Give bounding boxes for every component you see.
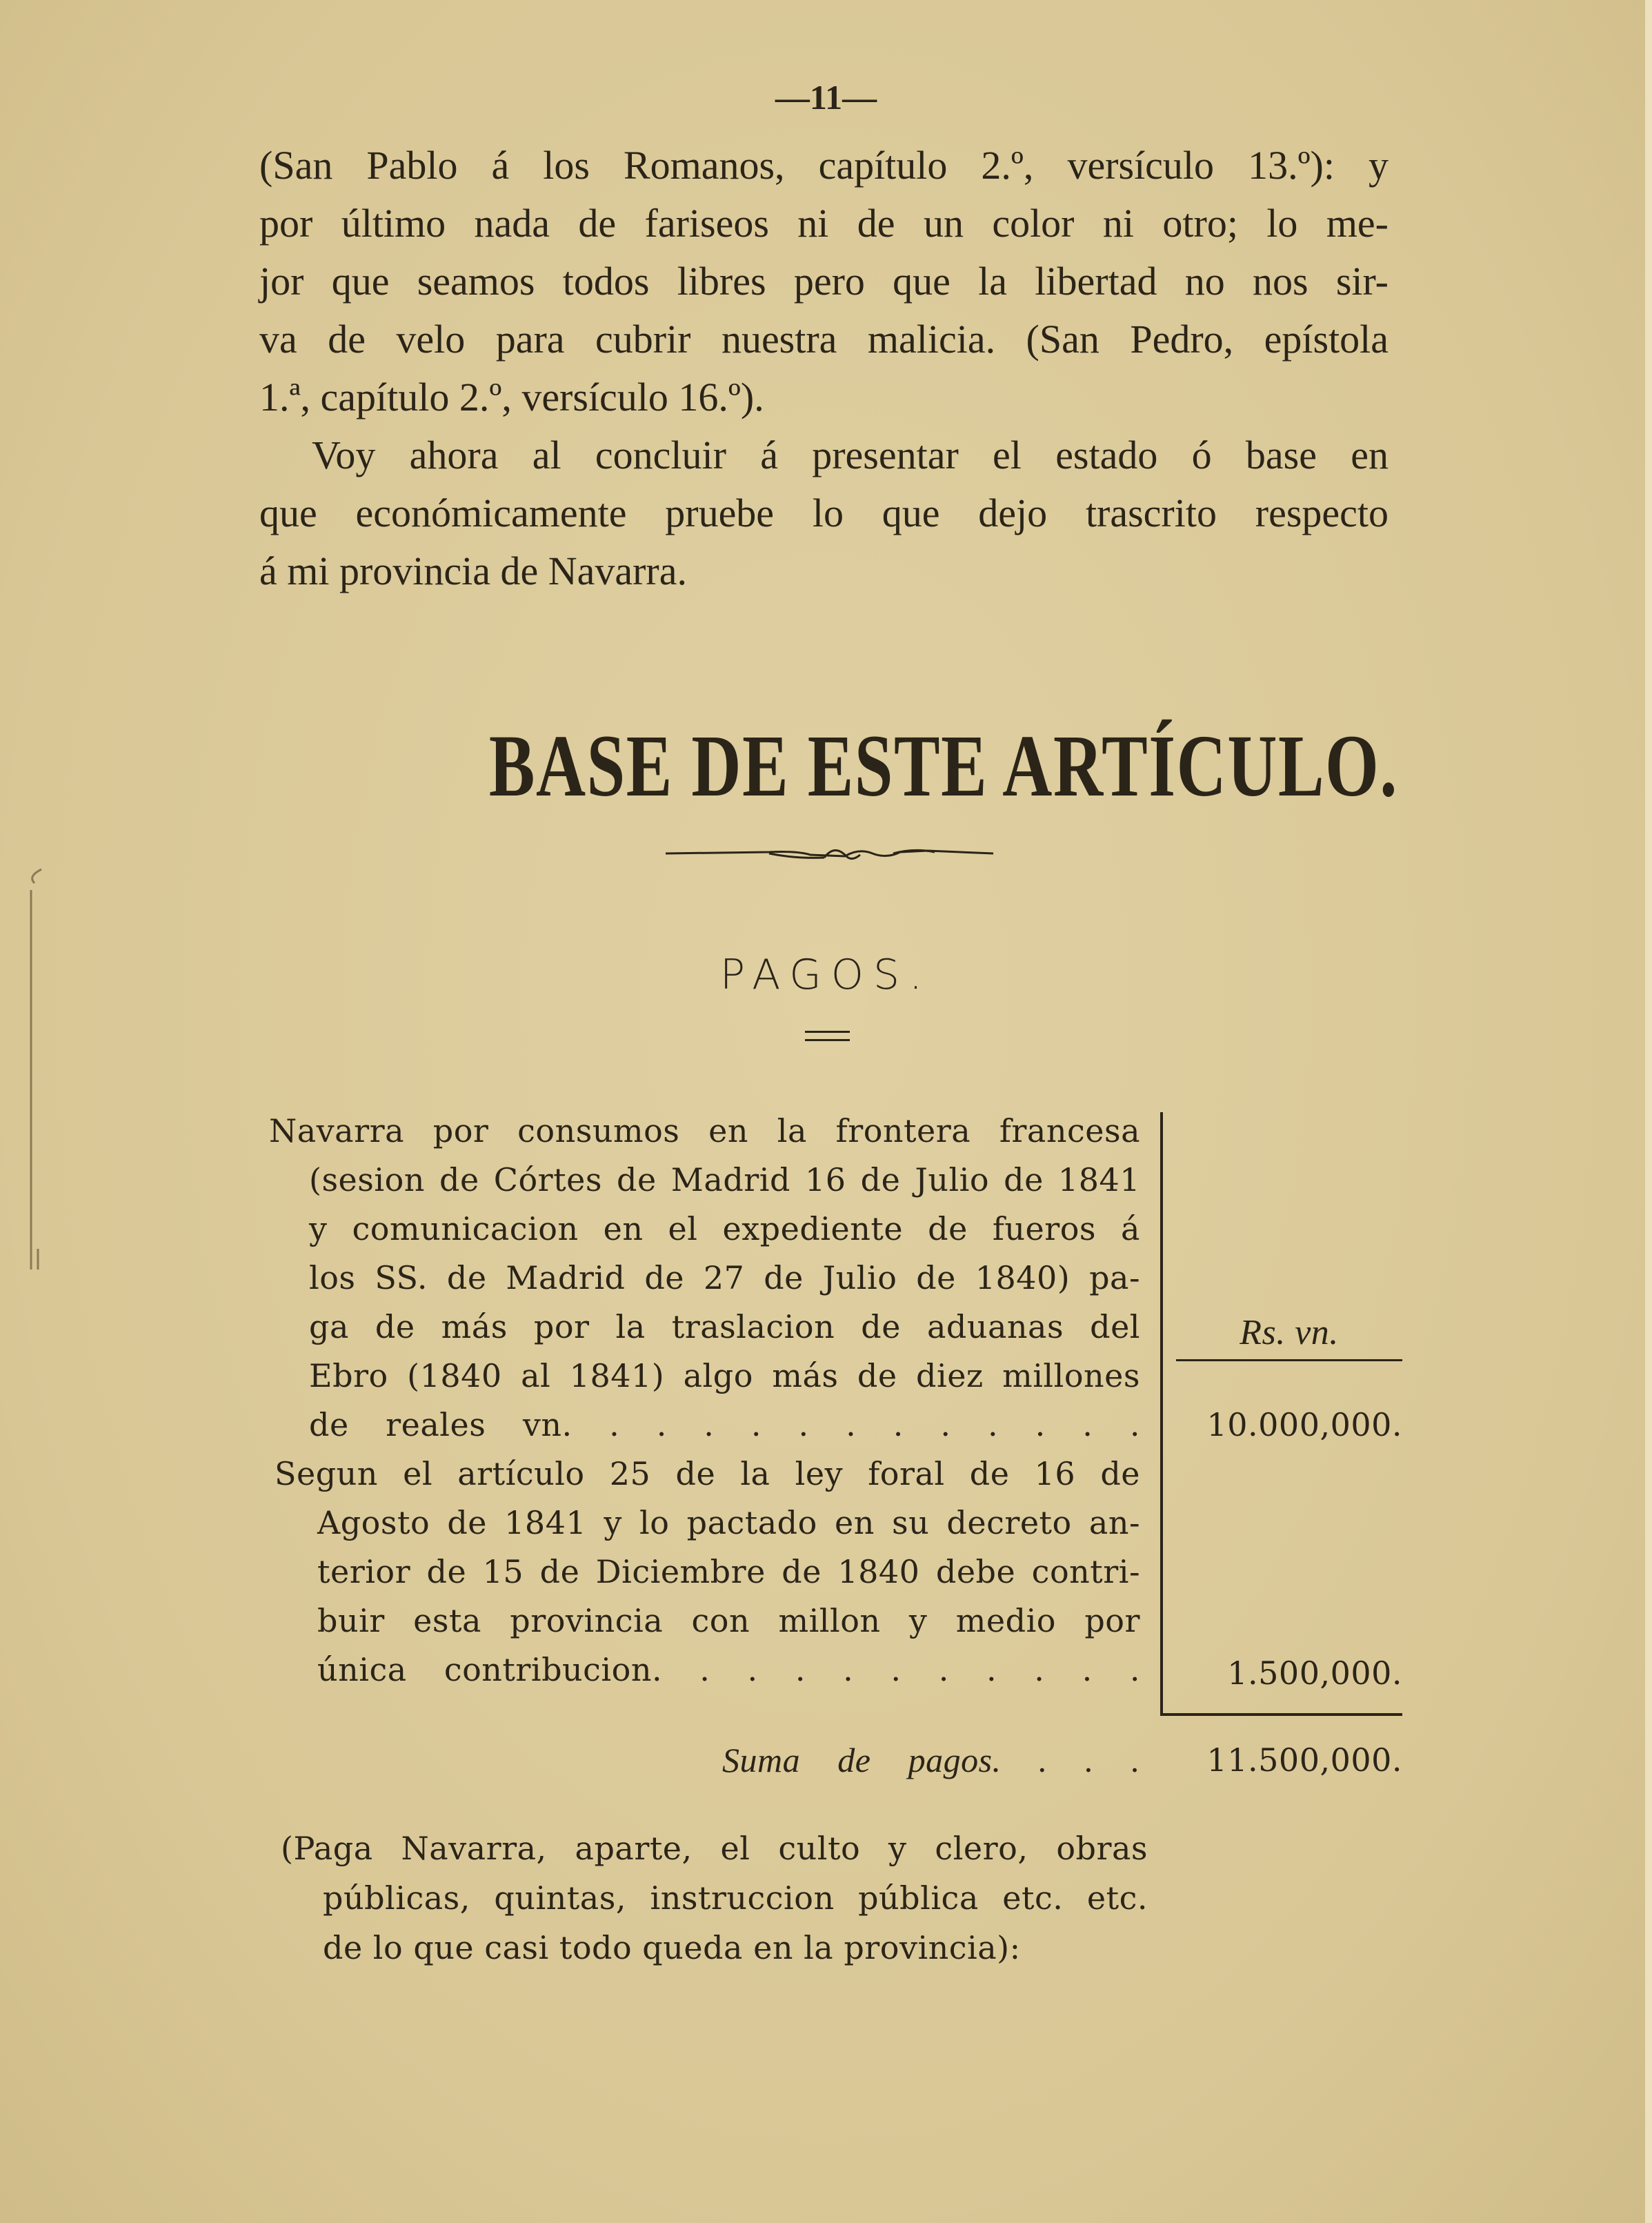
- total-amount: 11.500,000.: [1206, 1741, 1402, 1779]
- total-label: Suma de pagos. . . .: [722, 1741, 1140, 1779]
- column-rule: [1160, 1112, 1163, 1716]
- entry-line: Agosto de 1841 y lo pactado en su decreto an-: [317, 1504, 1140, 1541]
- header-rule: [1176, 1359, 1402, 1361]
- section-title-pagos: PAGOS.: [719, 951, 933, 999]
- note-line: de lo que casi todo queda en la provincia):: [323, 1929, 1021, 1966]
- section-heading: BASE DE ESTE ARTÍCULO.: [488, 717, 1398, 815]
- text-line: jor que seamos todos libres pero que la libertad no nos sir-: [259, 259, 1389, 304]
- margin-pencil-mark-icon: [14, 862, 62, 1276]
- entry-line: (sesion de Córtes de Madrid 16 de Julio de 1841: [309, 1161, 1140, 1198]
- entry-line: ga de más por la traslacion de aduanas del: [309, 1308, 1140, 1345]
- entry-line: Segun el artículo 25 de la ley foral de 16 de: [275, 1455, 1140, 1492]
- text-line: por último nada de fariseos ni de un color ni otro; lo me-: [259, 201, 1389, 246]
- currency-header: Rs. vn.: [1240, 1313, 1339, 1352]
- text-line: 1.ª, capítulo 2.º, versículo 16.º).: [259, 375, 764, 419]
- page-number: —11—: [775, 78, 877, 117]
- entry-line: única contribucion. . . . . . . . . . .: [317, 1651, 1140, 1688]
- entry-line: Ebro (1840 al 1841) algo más de diez millones: [309, 1357, 1140, 1394]
- text-line: va de velo para cubrir nuestra malicia. (San Pedro, epístola: [259, 317, 1389, 362]
- divider: [805, 1031, 850, 1033]
- entry-line: de reales vn. . . . . . . . . . . . .: [309, 1406, 1140, 1443]
- text-line: que económicamente pruebe lo que dejo trascrito respecto: [259, 491, 1389, 535]
- entry-line: y comunicacion en el expediente de fueros á: [309, 1210, 1140, 1247]
- total-rule: [1160, 1713, 1402, 1716]
- entry-amount: 10.000,000.: [1206, 1406, 1402, 1443]
- note-line: (Paga Navarra, aparte, el culto y clero, obras: [281, 1830, 1148, 1867]
- page-edge: [1645, 0, 1652, 2223]
- entry-line: Navarra por consumos en la frontera francesa: [269, 1112, 1140, 1149]
- text-line: (San Pablo á los Romanos, capítulo 2.º, versículo 13.º): y: [259, 143, 1389, 188]
- entry-line: los SS. de Madrid de 27 de Julio de 1840) pa-: [309, 1259, 1140, 1296]
- entry-line: buir esta provincia con millon y medio por: [317, 1602, 1140, 1639]
- text-line: á mi provincia de Navarra.: [259, 549, 687, 593]
- entry-amount: 1.500,000.: [1227, 1654, 1402, 1692]
- entry-line: terior de 15 de Diciembre de 1840 debe contri-: [317, 1553, 1140, 1590]
- divider: [805, 1039, 850, 1041]
- text-line: Voy ahora al concluir á presentar el estado ó base en: [312, 433, 1389, 477]
- note-line: públicas, quintas, instruccion pública etc. etc.: [323, 1879, 1148, 1917]
- ornament-divider-icon: [666, 838, 993, 869]
